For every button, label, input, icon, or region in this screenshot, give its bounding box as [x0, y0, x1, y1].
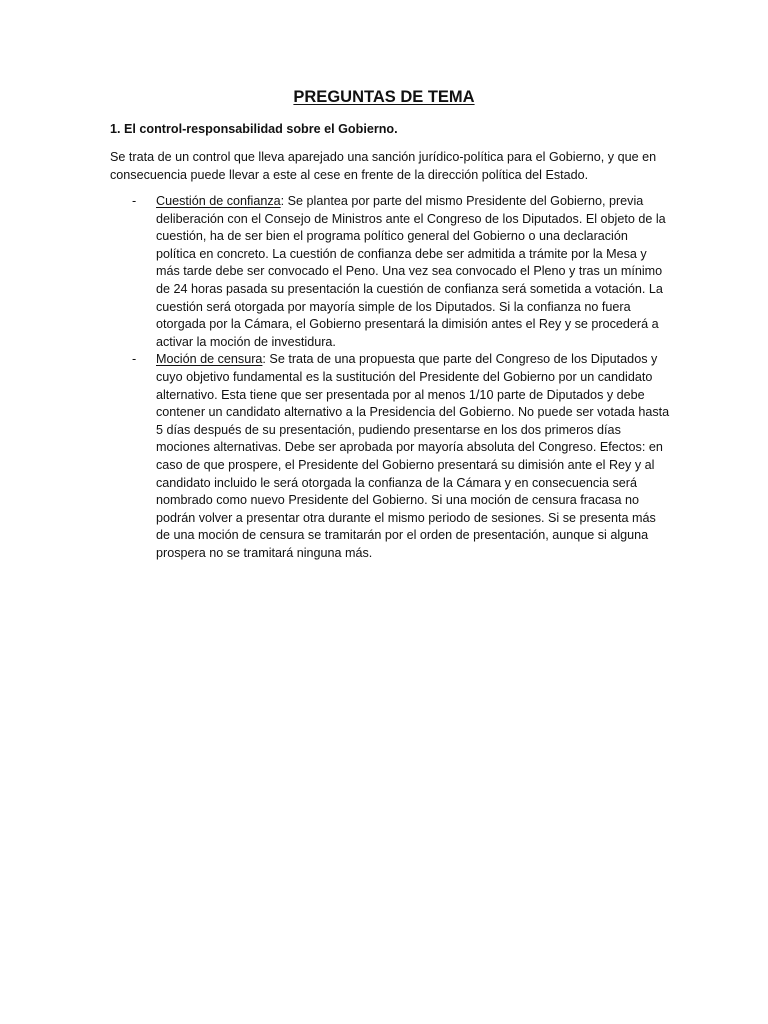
- bullet-text: : Se trata de una propuesta que parte del Congreso de los Diputados y cuyo objetivo fundamental es la sustitución del Presidente del Gobierno por un candidato alternativo. Esta tiene que ser presentada por al menos 1/10 parte de Diputados y debe contener un candidato alternativo a la Presidencia del Gobierno. No puede ser votada hasta 5 días después de su presentación, pudiendo presentarse en los dos primeros días mociones alternativas. Debe ser aprobada por mayoría absoluta del Congreso. Efectos: en caso de que prospere, el Presidente del Gobierno presentará su dimisión ante el Rey y al candidato incluido le será otorgada la confianza de la Cámara y en consecuencia será nombrado como nuevo Presidente del Gobierno. Si una moción de censura fracasa no podrán volver a presentar otra durante el mismo periodo de sesiones. Si se presenta más de una moción de censura se tramitarán por el orden de presentación, aunque si alguna prospera no se tramitará ninguna más.: [156, 352, 670, 560]
- bullet-term: Cuestión de confianza: [156, 194, 281, 208]
- bullet-item-cuestion-de-confianza: [110, 193, 670, 351]
- bullet-term: Moción de censura: [156, 352, 263, 367]
- intro-paragraph: Se trata de un control que lleva aparejado una sanción jurídico-política para el Gobierno, y que en consecuencia puede llevar a este al cese en frente de la dirección política del Estado.: [110, 150, 657, 182]
- section-heading: 1. El control-responsabilidad sobre el Gobierno.: [110, 122, 398, 136]
- bullet-marker: -: [132, 194, 137, 208]
- bullet-item-mocion-de-censura: [110, 351, 670, 562]
- bullet-list: [110, 193, 670, 562]
- bullet-text: : Se plantea por parte del mismo Presidente del Gobierno, previa deliberación con el Consejo de Ministros ante el Congreso de los Diputados. El objeto de la cuestión, ha de ser bien el programa político general del Gobierno o una declaración política en concreto. La cuestión de confianza debe ser admitida a trámite por la Mesa y más tarde debe ser convocado el Peno. Una vez sea convocado el Pleno y tras un mínimo de 24 horas pasada su presentación la cuestión de confianza será sometida a votación. La cuestión será otorgada por mayoría simple de los Diputados. Si la confianza no fuera otorgada por la Cámara, el Gobierno presentará la dimisión antes el Rey y se procederá a activar la moción de investidura.: [156, 194, 666, 349]
- bullet-marker: -: [132, 352, 137, 367]
- document-title: PREGUNTAS DE TEMA: [293, 88, 475, 106]
